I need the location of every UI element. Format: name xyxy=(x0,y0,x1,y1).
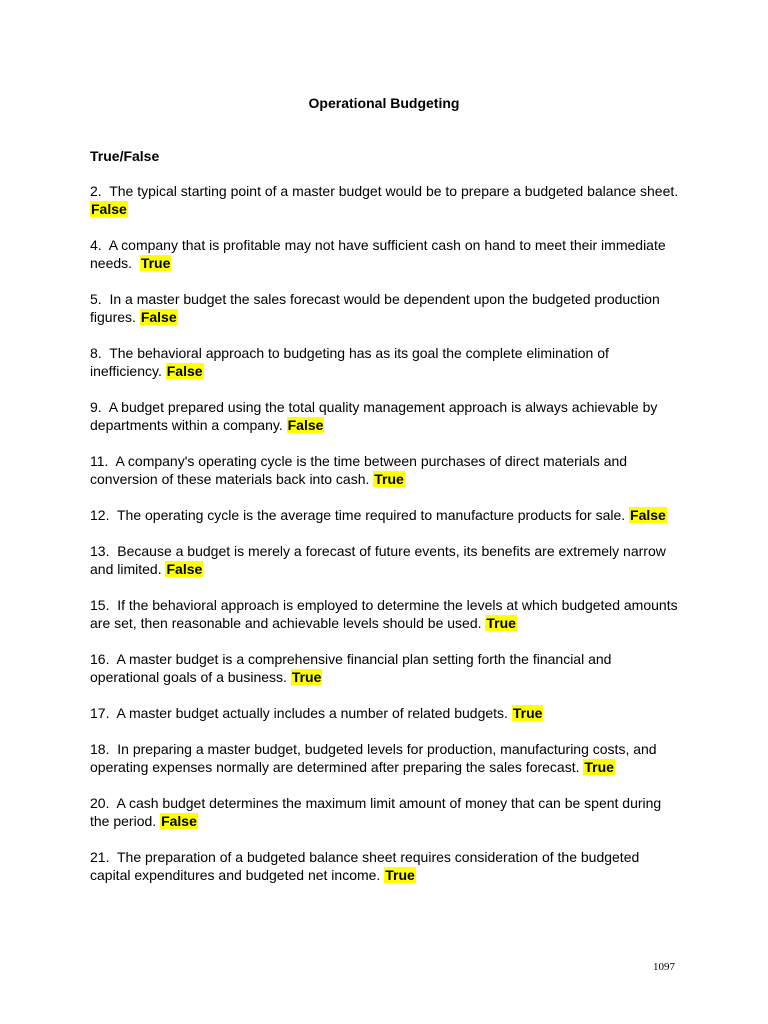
question-list xyxy=(90,182,680,902)
question-text: A company that is profitable may not have sufficient cash on hand to meet their immediate needs. xyxy=(90,237,670,271)
question-text: A budget prepared using the total quality management approach is always achievable by departments within a company. xyxy=(90,399,662,433)
answer-highlight: False xyxy=(140,309,177,325)
question-item xyxy=(90,650,680,686)
page-number: 1097 xyxy=(653,961,675,973)
answer-highlight: False xyxy=(166,561,203,577)
question-text: The behavioral approach to budgeting has as its goal the complete elimination of inefficiency. xyxy=(90,345,613,379)
question-number: 13. xyxy=(90,543,110,559)
answer-highlight: False xyxy=(91,201,127,217)
page-title: Operational Budgeting xyxy=(308,95,460,111)
question-number: 8. xyxy=(90,345,102,361)
answer-highlight: True xyxy=(584,759,614,775)
question-item xyxy=(90,740,680,776)
question-number: 15. xyxy=(90,597,110,613)
answer-highlight: False xyxy=(161,813,197,829)
question-number: 20. xyxy=(90,795,110,811)
question-number: 18. xyxy=(90,741,110,757)
question-item xyxy=(90,704,680,722)
answer-highlight: True xyxy=(486,615,516,631)
question-text: In preparing a master budget, budgeted levels for production, manufacturing costs, and operating expenses normally are determined after preparing the sales forecast. xyxy=(90,741,661,775)
question-item xyxy=(90,848,680,884)
question-item xyxy=(90,596,680,632)
question-number: 21. xyxy=(90,849,110,865)
question-item xyxy=(90,506,680,524)
answer-highlight: False xyxy=(630,507,666,523)
question-text: Because a budget is merely a forecast of future events, its benefits are extremely narrow and limited. xyxy=(90,543,670,577)
question-item xyxy=(90,344,680,380)
question-number: 16. xyxy=(90,651,110,667)
question-item xyxy=(90,398,680,434)
question-item xyxy=(90,542,680,578)
question-item xyxy=(90,452,680,488)
question-text: A master budget actually includes a number of related budgets. xyxy=(116,705,508,721)
question-item xyxy=(90,236,680,272)
question-text: In a master budget the sales forecast would be dependent upon the budgeted production figures. xyxy=(90,291,664,325)
question-text: If the behavioral approach is employed to determine the levels at which budgeted amounts are set, then reasonable and achievable levels should be used. xyxy=(90,597,682,631)
question-text: The operating cycle is the average time required to manufacture products for sale. xyxy=(117,507,626,523)
question-number: 4. xyxy=(90,237,102,253)
answer-highlight: False xyxy=(166,363,203,379)
question-item xyxy=(90,290,680,326)
question-text: A cash budget determines the maximum limit amount of money that can be spent during the period. xyxy=(90,795,666,829)
question-number: 17. xyxy=(90,705,110,721)
question-number: 2. xyxy=(90,183,102,199)
question-text: The preparation of a budgeted balance sheet requires consideration of the budgeted capital expenditures and budgeted net income. xyxy=(90,849,644,883)
section-heading: True/False xyxy=(90,148,160,164)
question-text: The typical starting point of a master budget would be to prepare a budgeted balance sheet. xyxy=(109,183,679,199)
question-text: A company's operating cycle is the time between purchases of direct materials and conversion of these materials back into cash. xyxy=(90,453,631,487)
question-item xyxy=(90,182,680,218)
answer-highlight: True xyxy=(385,867,415,883)
answer-highlight: False xyxy=(287,417,324,433)
answer-highlight: True xyxy=(291,669,322,685)
answer-highlight: True xyxy=(374,471,404,487)
question-number: 9. xyxy=(90,399,102,415)
question-item xyxy=(90,794,680,830)
question-number: 11. xyxy=(90,453,109,469)
answer-highlight: True xyxy=(140,255,171,271)
answer-highlight: True xyxy=(512,705,543,721)
question-number: 12. xyxy=(90,507,110,523)
question-number: 5. xyxy=(90,291,102,307)
question-text: A master budget is a comprehensive financial plan setting forth the financial and operational goals of a business. xyxy=(90,651,616,685)
